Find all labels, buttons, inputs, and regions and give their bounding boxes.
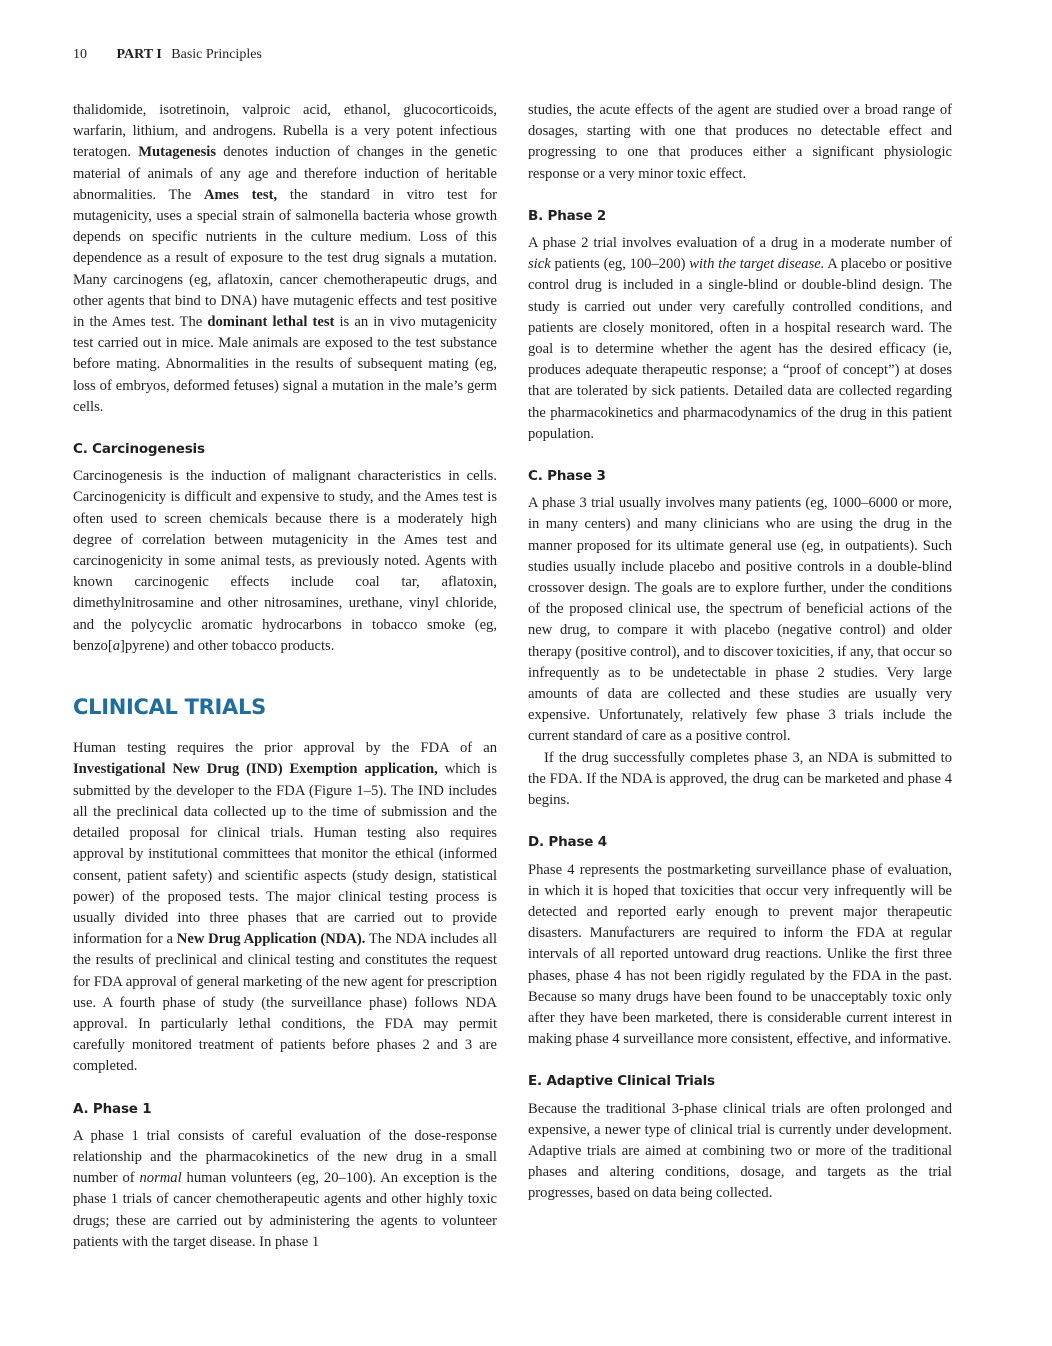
carcinogenesis-heading: C. Carcinogenesis bbox=[73, 441, 205, 458]
term-nda: New Drug Application (NDA). bbox=[176, 931, 366, 948]
left-column bbox=[73, 100, 497, 1253]
phase-3-paragraph: A phase 3 trial usually involves many patients (eg, 1000–6000 or more, in many centers) and many clinicians who are using the drug in the manner proposed for its ultimate general use (eg, in outpatients). Such studies usually include placebo and positive controls in a double-blind crossover design. The goals are to explore further, under the conditions of the proposed clinical use, the spectrum of beneficial actions of the new drug, to compare it with placebo (negative control) and older therapy (positive control), and to discover toxicities, if any, that occur so infrequently as to be undetectable in phase 2 studies. Very large amounts of data are collected and these studies are usually very expensive. Unfortunately, relatively few phase 3 trials include the current standard of care as a positive control. bbox=[528, 495, 952, 745]
carcinogenesis-paragraph: Carcinogenesis is the induction of malignant characteristics in cells. Carcinogenicity is difficult and expensive to study, and the Ames test is often used to screen chemicals because there is a moderately high degree of correlation between mutagenicity in the Ames test and carcinogenicity in some animal tests, as previously noted. Agents with known carcinogenic effects include coal tar, aflatoxin, dimethylnitrosamine and other nitrosamines, urethane, vinyl chloride, and the polycyclic aromatic hydrocarbons in tobacco smoke (eg, benzo[a]pyrene) and other tobacco products. bbox=[73, 468, 497, 654]
adaptive-trials-paragraph: Because the traditional 3-phase clinical trials are often prolonged and expensive, a newer type of clinical trial is currently under development. Adaptive trials are aimed at combining two or more of the traditional phases and altering conditions, dosage, and targets as the trial progresses, based on data being collected. bbox=[528, 1100, 952, 1202]
phase-1-heading: A. Phase 1 bbox=[73, 1100, 152, 1117]
term-dominant-lethal-test: dominant lethal test bbox=[207, 314, 335, 331]
adaptive-trials-heading: E. Adaptive Clinical Trials bbox=[528, 1073, 715, 1090]
phase-2-heading: B. Phase 2 bbox=[528, 207, 607, 224]
term-mutagenesis: Mutagenesis bbox=[138, 144, 217, 161]
page-number: 10 bbox=[73, 47, 87, 62]
part-title: Basic Principles bbox=[171, 47, 262, 62]
phase-4-heading: D. Phase 4 bbox=[528, 834, 607, 851]
phase-3-heading: C. Phase 3 bbox=[528, 468, 606, 485]
clinical-trials-paragraph: Human testing requires the prior approval by the FDA of an Investigational New Drug (IND) Exemption application, which is submitted by the developer to the FDA (Figure 1–5). The IND includes all the preclinical data collected up to the time of submission and the detailed proposal for clinical trials. Human testing also requires approval by institutional committees that monitor the ethical (informed consent, patient safety) and scientific aspects (study design, statistical power) of the proposed tests. The major clinical testing process is usually divided into three phases that are carried out to provide information for a New Drug Application (NDA). The NDA includes all the results of preclinical and clinical testing and constitutes the request for FDA approval of general marketing of the new agent for prescription use. A fourth phase of study (the surveillance phase) follows NDA approval. In particularly lethal conditions, the FDA may permit carefully monitored treatment of patients before phases 2 and 3 are completed. bbox=[73, 740, 497, 1075]
phase-2-paragraph: A phase 2 trial involves evaluation of a drug in a moderate number of sick patients (eg, 100–200) with the target disease. A placebo or positive control drug is included in a single-blind or double-blind design. The study is carried out under very carefully controlled conditions, and patients are closely monitored, often in a hospital research ward. The goal is to determine whether the agent has the desired efficacy (ie, produces adequate therapeutic response; a “proof of concept”) at doses that are tolerated by sick patients. Detailed data are collected regarding the pharmacokinetics and pharmacodynamics of the drug in this patient population. bbox=[528, 235, 952, 442]
phase-4-paragraph: Phase 4 represents the postmarketing surveillance phase of evaluation, in which it is hoped that toxicities that occur very infrequently will be detected and reported early enough to prevent major therapeutic disasters. Manufacturers are required to inform the FDA at regular intervals of all reported untoward drug reactions. Unlike the first three phases, phase 4 has not been rigidly regulated by the FDA in the past. Because so many drugs have been found to be unacceptably toxic only after they have been marketed, there is considerable current interest in making phase 4 surveillance more consistent, effective, and informative. bbox=[528, 861, 952, 1048]
phase-1-continued-paragraph: studies, the acute effects of the agent are studied over a broad range of dosages, starting with one that produces no detectable effect and progressing to one that produces either a significant physiologic response or a very minor toxic effect. bbox=[528, 102, 952, 182]
clinical-trials-heading: CLINICAL TRIALS bbox=[73, 695, 266, 720]
term-ames-test: Ames test, bbox=[203, 186, 278, 203]
phase-3-nda-paragraph: If the drug successfully completes phase 3, an NDA is submitted to the FDA. If the NDA is approved, the drug can be marketed and phase 4 begins. bbox=[528, 749, 952, 809]
phase-1-paragraph: A phase 1 trial consists of careful evaluation of the dose-response relationship and the pharmacokinetics of the new drug in a small number of normal human volunteers (eg, 20–100). An exception is the phase 1 trials of cancer chemotherapeutic agents and other highly toxic drugs; these are carried out by administering the agents to volunteer patients with the target disease. In phase 1 bbox=[73, 1127, 497, 1250]
part-label: PART I bbox=[116, 47, 162, 62]
right-column bbox=[528, 100, 952, 1205]
teratogen-mutagenesis-paragraph: thalidomide, isotretinoin, valproic acid, ethanol, glucocorticoids, warfarin, lithium, and androgens. Rubella is a very potent infectious teratogen. Mutagenesis denotes induction of changes in the genetic material of animals of any age and therefore induction of heritable abnormalities. The Ames test, the standard in vitro test for mutagenicity, uses a special strain of salmonella bacteria whose growth depends on specific nutrients in the culture medium. Loss of this dependence as a result of exposure to the test drug signals a mutation. Many carcinogens (eg, aflatoxin, cancer chemotherapeutic drugs, and other agents that bind to DNA) have mutagenic effects and test positive in the Ames test. The dominant lethal test is an in vivo mutagenicity test carried out in mice. Male animals are exposed to the test substance before mating. Abnormalities in the results of subsequent mating (eg, loss of embryos, deformed fetuses) signal a mutation in the male’s germ cells. bbox=[73, 102, 498, 415]
running-head bbox=[73, 47, 262, 63]
term-ind: Investigational New Drug (IND) Exemption application, bbox=[73, 761, 438, 778]
